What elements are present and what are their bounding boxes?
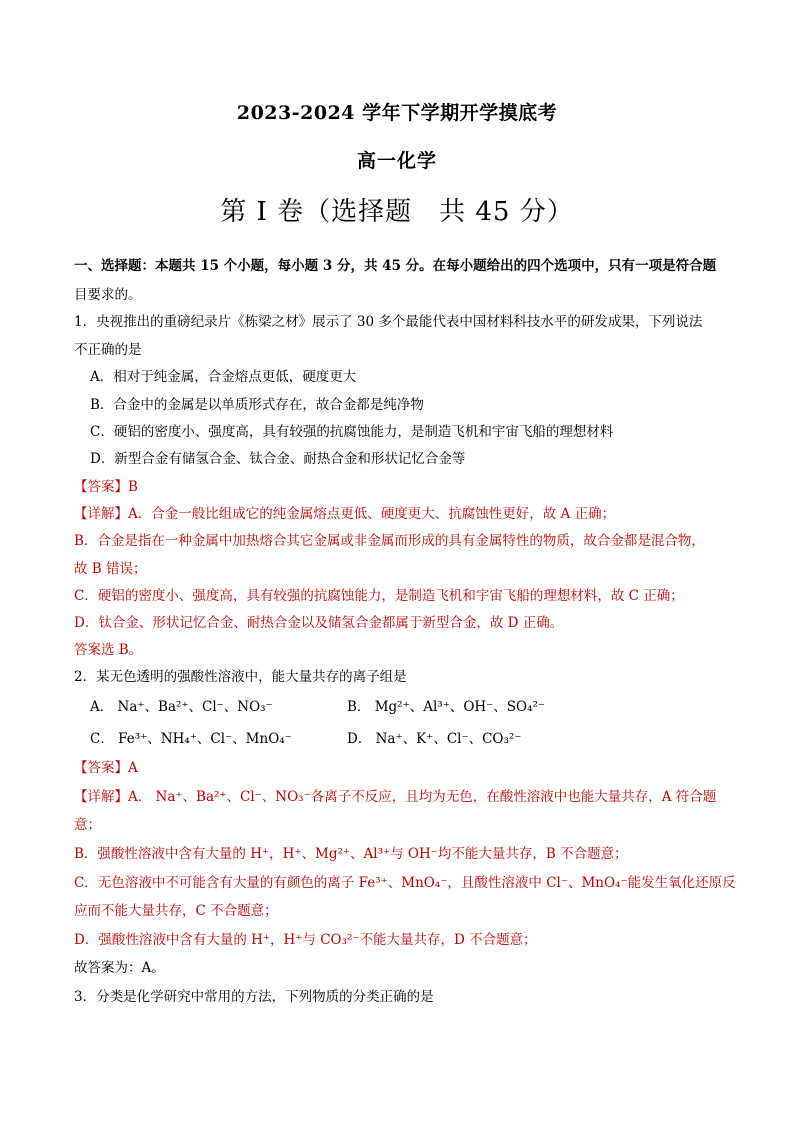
q1-option-b: B．合金中的金属是以单质形式存在，故合金都是纯净物 <box>90 397 424 413</box>
q2-detail: D．强酸性溶液中含有大量的 H⁺，H⁺与 CO₃²⁻不能大量共存，D 不合题意； <box>74 932 537 948</box>
q1-option-a: A．相对于纯金属，合金熔点更低，硬度更大 <box>90 369 357 385</box>
q1-answer: 【答案】B <box>74 479 138 495</box>
q2-detail: C．无色溶液中不可能含有大量的有颜色的离子 Fe³⁺、MnO₄⁻，且酸性溶液中 Cl⁻、MnO₄⁻能发生氧化还原反 <box>74 875 736 891</box>
q2-conclusion: 故答案为：A。 <box>74 960 165 976</box>
q1-detail: 【详解】A．合金一般比组成它的纯金属熔点更低、硬度更大、抗腐蚀性更好，故 A 正确； <box>74 506 616 522</box>
q2-detail: 意； <box>74 817 101 833</box>
q2-detail: 【详解】A． Na⁺、Ba²⁺、Cl⁻、NO₃⁻各离子不反应，且均为无色，在酸性溶液中也能大量共存，A 符合题 <box>74 789 717 805</box>
q2-option-a: A． Na⁺、Ba²⁺、Cl⁻、NO₃⁻ <box>90 699 273 715</box>
q2-detail: 应而不能大量共存，C 不合题意； <box>74 903 278 919</box>
q1-option-c: C．硬铝的密度小、强度高，具有较强的抗腐蚀能力，是制造飞机和宇宙飞船的理想材料 <box>90 424 614 440</box>
q1-stem: 不正确的是 <box>74 342 142 358</box>
q1-detail: B．合金是指在一种金属中加热熔合其它金属或非金属而形成的具有金属特性的物质，故合金都是混合物， <box>74 533 705 549</box>
q2-option-b: B． Mg²⁺、Al³⁺、OH⁻、SO₄²⁻ <box>347 699 546 715</box>
q2-option-d: D． Na⁺、K⁺、Cl⁻、CO₃²⁻ <box>347 731 522 747</box>
q1-option-d: D．新型合金有储氢合金、钛合金、耐热合金和形状记忆合金等 <box>90 451 466 467</box>
q1-detail: 故 B 错误； <box>74 561 147 577</box>
intro-line: 目要求的。 <box>74 287 142 303</box>
q1-stem: 1．央视推出的重磅纪录片《栋梁之材》展示了 30 多个最能代表中国材料科技水平的研发成果，下列说法 <box>74 314 703 330</box>
q1-detail: D．钛合金、形状记忆合金、耐热合金以及储氢合金都属于新型合金，故 D 正确。 <box>74 615 564 631</box>
section-title: 第 I 卷（选择题 共 45 分） <box>220 197 574 227</box>
q3-stem: 3．分类是化学研究中常用的方法，下列物质的分类正确的是 <box>74 989 434 1005</box>
subject-title: 高一化学 <box>356 150 437 172</box>
intro-line: 一、选择题：本题共 15 个小题，每小题 3 分，共 45 分。在每小题给出的四个选项中，只有一项是符合题 <box>74 258 717 274</box>
q1-detail: C．硬铝的密度小、强度高，具有较强的抗腐蚀能力，是制造飞机和宇宙飞船的理想材料，故 C 正确； <box>74 588 684 604</box>
q2-detail: B．强酸性溶液中含有大量的 H⁺，H⁺、Mg²⁺、Al³⁺与 OH⁻均不能大量共存，B 不合题意； <box>74 846 628 862</box>
q2-option-c: C． Fe³⁺、NH₄⁺、Cl⁻、MnO₄⁻ <box>90 731 292 747</box>
exam-title: 2023-2024 学年下学期开学摸底考 <box>236 102 558 124</box>
q2-stem: 2．某无色透明的强酸性溶液中，能大量共存的离子组是 <box>74 669 407 685</box>
q2-answer: 【答案】A <box>74 760 138 776</box>
q1-conclusion: 答案选 B。 <box>74 642 143 658</box>
